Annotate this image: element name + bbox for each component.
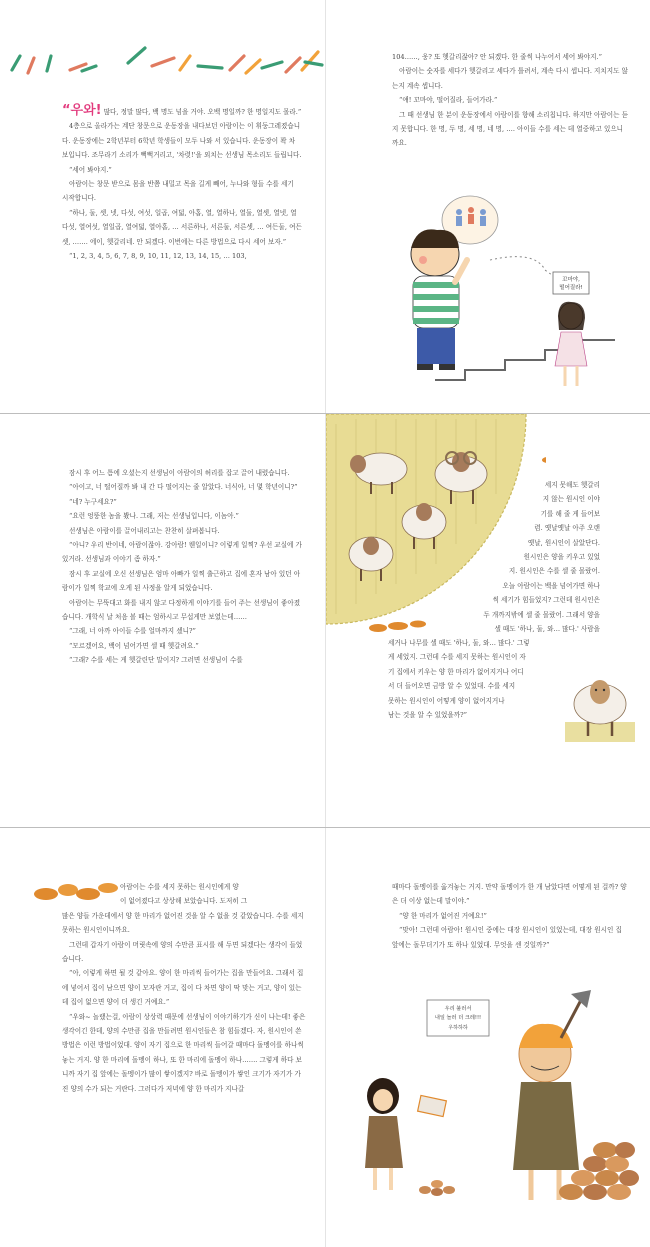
spread-2 xyxy=(0,413,650,828)
sheep-illustration xyxy=(560,664,640,749)
paragraph: 아람이는 숫자를 세다가 헷갈리고 세다가 틀려서, 계속 다시 셉니다. 지치지도 않는지 계속 셉니다. xyxy=(392,67,628,90)
paragraph: “네? 누구세요?” xyxy=(69,497,117,506)
paragraph: 많은 양들 가운데에서 양 한 마리가 없어진 것을 알 수 없을 것 같았습니다. 수를 세지 못하는 원시인이니까요. xyxy=(62,911,304,935)
sign-text: 꼬마야, xyxy=(562,277,580,283)
paragraph: “하나, 둘, 셋, 넷, 다섯, 여섯, 일곱, 여덟, 아홉, 열, 열하나, 열둘, 열셋, 열넷, 열다섯, 열여섯, 열일곱, 열여덟, 열아홉, … 서른하나, 서른둘, 서른셋, … 여든둘, 여든셋, ……. 에이, 헷갈리네. 안 되겠다. 이번에는 다른 방법으로 다시 세어 보자.” xyxy=(62,208,302,246)
text-line: 게 세었지. 그런데 수를 세지 못하는 원시인이 자 xyxy=(388,653,526,662)
page-gutter xyxy=(325,828,326,1247)
paragraph: 잠시 후 어느 틈에 오셨는지 선생님이 아람이의 허리를 잡고 끌어 내렸습니다. xyxy=(69,469,290,477)
text-line: 오늘 아람이는 백을 넘어가면 하나 xyxy=(502,581,600,590)
text-line: 이 없어졌다고 상상해 보았습니다. 도저히 그 xyxy=(120,897,248,906)
right-page-text xyxy=(392,880,628,952)
paragraph: “아이고, 너 떨어질까 봐 내 간 다 떨어지는 줄 알았다. 너식아, 너 몇 학년이니?” xyxy=(69,483,298,492)
text-line: 기 집에서 키우는 양 한 마리가 없어지거나 어디 xyxy=(388,667,524,676)
crayon-strokes-illustration xyxy=(0,40,330,80)
boy-counting-illustration xyxy=(395,190,645,405)
text-line: 기를 해 줄 게 들어보 xyxy=(540,509,600,518)
paragraph: “아, 이렇게 하면 될 것 같아요. 양이 한 마리씩 들어가는 집을 만들어요. 그래서 집에 넣어서 집이 남으면 양이 모자란 거고, 집이 다 차면 양이 딱 맞는 거고, 양이 있는데 집이 없으면 양이 더 생긴 거예요.” xyxy=(62,969,304,1007)
paragraph: “맞아! 그런데 아람아! 원시인 중에는 대장 원시인이 있었는데, 대장 원시인 집 앞에는 돌무더기가 또 하나 있었대. 무엇을 센 것일까?” xyxy=(392,926,622,949)
paragraph: 104……, 웅? 또 헷갈리잖아? 안 되겠다. 한 줄씩 나누어서 세어 봐야지.” xyxy=(392,53,602,61)
text-line: 세거나 나무를 셀 때도 '하나, 둘, 와… 많다.' 그렇 xyxy=(388,639,530,647)
text-line: 못하는 원시인이 어떻게 양이 없어지거나 xyxy=(388,696,505,705)
paragraph: “그래, 너 아까 아이들 수를 얼마까지 셌니?” xyxy=(69,627,196,636)
spread-1 xyxy=(0,0,650,413)
text-line: 두 개까지밖에 셀 줄 몰랐어. 그래서 양을 xyxy=(483,610,600,619)
paragraph: 그런데 갑자기 아람이 머릿속에 양의 수만큼 표시를 해 두면 되겠다는 생각이 들었습니다. xyxy=(62,940,303,964)
text-line: 남는 것을 알 수 있었을까?” xyxy=(388,711,467,720)
text-line: 원시인은 양을 키우고 있었 xyxy=(523,553,600,562)
sign-text: 우하하하 xyxy=(448,1025,468,1031)
sign-text: 내일 놀러 더 크레!!! xyxy=(434,1015,482,1021)
wow-exclaim: “우와! xyxy=(62,103,102,118)
paragraph: “얘! 꼬마야, 떨어질라, 들어가라.” xyxy=(399,96,498,105)
paragraph: “아니? 우리 반이네, 아람이잖아. 강아람! 웬일이니? 이렇게 일찍? 우선 교실에 가 있거라. 선생님과 이야기 좀 하자.” xyxy=(62,541,302,564)
paragraph: 아람이는 창문 받으로 몸을 반쯤 내밀고 목을 길게 빼어, 누나와 형들 수를 세기 시작합니다. xyxy=(62,180,294,203)
left-page-text xyxy=(62,466,304,668)
text-line: 아람이는 수를 세지 못하는 원시인에게 양 xyxy=(120,883,239,891)
text-line: 씩 세기가 힘들었지? 그런데 원시인은 xyxy=(492,596,600,605)
paragraph: 그 때 선생님 한 분이 운동장에서 아람이를 향해 소리칩니다. 하지만 아람이는 듣지 못합니다. 한 명, 두 명, 세 명, 네 명, …. 아이들 수를 세는 데 열중하고 있으니까요. xyxy=(392,110,628,148)
paragraph: “그래? 수를 세는 게 헷갈린단 말이지? 그러면 선생님이 수를 xyxy=(69,656,243,665)
sign-text: 떨어질라! xyxy=(559,285,583,291)
sign-text: 우리 불러서 xyxy=(444,1006,472,1012)
cavemen-illustration xyxy=(355,978,640,1243)
paragraph: “양 한 마리가 없어진 거예요!” xyxy=(399,911,487,920)
text-line: 서 더 들어오면 금방 알 수 있었대. 수를 세지 xyxy=(388,682,516,691)
paragraph: 아람이는 무뚝대고 화를 내지 않고 다정하게 이야기를 들어 주는 선생님이 좋아졌습니다. 개학식 날 처음 볼 때는 엄하시고 무섭게만 보였는데…… xyxy=(62,598,301,622)
right-page-text xyxy=(328,478,638,636)
left-page-text xyxy=(62,880,306,1096)
text-line: 렴. 옛날옛날 아주 오랜 xyxy=(534,524,600,533)
paragraph: “1, 2, 3, 4, 5, 6, 7, 8, 9, 10, 11, 12, 13, 14, 15, … 103, xyxy=(69,252,247,261)
paragraph: 때마다 돌멩이를 옮겨놓는 거지. 만약 돌멩이가 한 개 남았다면 어떻게 된 걸까? 양은 더 이상 없는데 말이야.” xyxy=(392,883,627,906)
paragraph: “세어 봐야지.” xyxy=(69,165,112,174)
text-line: 지. 원시인은 수를 셀 줄 몰랐어. xyxy=(508,567,600,576)
text-line: 옛날, 원시인이 살았단다. xyxy=(527,538,600,547)
paragraph: “요런 엉뚱한 놈을 봤나. 그래, 저는 선생님입니다, 이놈아.” xyxy=(69,512,239,521)
left-page-text xyxy=(62,104,302,263)
right-page-text-lower xyxy=(388,636,568,722)
paragraph: 선생님은 아람이를 끌어내리고는 찬찬히 살펴봅니다. xyxy=(69,526,220,535)
paragraph: 많다, 정말 많다, 백 명도 넘을 거야. 오백 명일까? 한 명일지도 몰라.” xyxy=(101,108,302,116)
right-page-text xyxy=(392,50,628,151)
paragraph: “모르겠어요, 백이 넘어가면 셀 때 헷갈려요.” xyxy=(69,641,199,650)
text-line: 지 않는 원시인 이야 xyxy=(542,495,600,504)
paragraph: 4층으로 올라가는 계단 창문으로 운동장을 내다보던 아람이는 이 휘둥그레졌습니다. 운동장에는 2학년부터 6학년 학생들이 모두 나와 서 있습니다. 운동장이 꽉 차 보입니다. 조무라기 소리가 뻑뻑거리고, '차렷!'을 외치는 선생님 목소리도 들립니다. xyxy=(62,122,302,160)
spread-3 xyxy=(0,827,650,1247)
paragraph: 잠시 후 교실에 오신 선생님은 엄마 아빠가 일찍 출근하고 집에 혼자 남아 있던 아람이가 일찍 학교에 오게 된 사정을 알게 되었습니다. xyxy=(62,569,301,593)
text-line: 세지 못해도 헷갈리 xyxy=(544,481,600,489)
text-line: 셀 때도 '하나, 둘, 와… 많다.' 사람을 xyxy=(494,625,600,634)
paragraph: “우와~ 놀랬는걸, 아람이 상상력 때문에 선생님이 이야기하기가 신이 나는데! 좋은 생각이긴 한데, 양의 수만큼 집을 만들려면 원시인들은 참 힘들겠다. 자, 원시인이 쓴 방법은 이런 방법이었대. 양이 자기 집으로 한 마리씩 들어갈 때마다 돌멩이를 하나씩 놓는 거지. 양 한 마리에 돌멩이 하나, 또 한 마리에 돌멩이 하나……. 그렇게 하다 보니까 자기 집 앞에는 돌멩이가 많이 쌓이겠지? 바로 돌멩이가 쌓인 크기가 자기가 가진 양의 수가 되는 거란다. 그러다가 저녁에 양 한 마리가 지나갈 xyxy=(62,1012,306,1093)
